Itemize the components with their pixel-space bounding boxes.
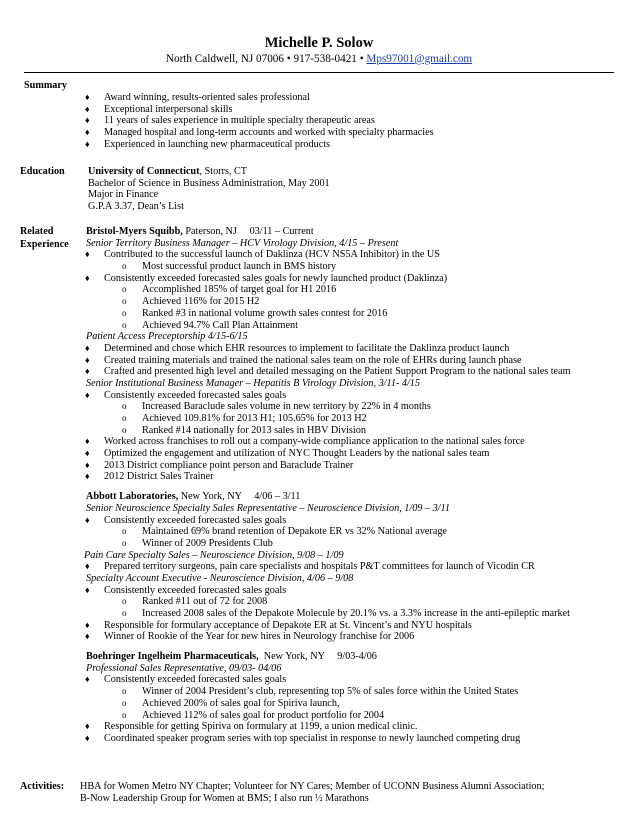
experience-block [84, 226, 629, 745]
circle-bullet-icon: o [122, 608, 127, 618]
job-title: Specialty Account Executive - Neuroscience Division, 4/06 – 9/08 [86, 572, 354, 584]
circle-bullet-icon: o [122, 596, 127, 607]
employer-line-bms: Bristol-Myers Squibb, Paterson, NJ 03/11 – Current [86, 226, 314, 237]
contact-line [0, 53, 638, 66]
sub-list-item: o Achieved 200% of sales goal for Spiriva launch, [122, 697, 340, 709]
candidate-name: Michelle P. Solow [264, 35, 374, 51]
sub-list-item: o Increased Baraclude sales volume in new territory by 22% in 4 months [122, 401, 431, 413]
list-item: ♦ 11 years of sales experience in multiple specialty therapeutic areas [85, 115, 375, 127]
education-block [88, 166, 633, 213]
diamond-bullet-icon: ♦ [85, 514, 90, 525]
spacer [84, 483, 629, 491]
diamond-bullet-icon: ♦ [85, 448, 90, 459]
list-item: ♦ Responsible for formulary acceptance of Depakote ER at St. Vincent’s and NYU hospitals [85, 619, 472, 631]
education-label: Education [20, 166, 65, 177]
list-item: ♦ Consistently exceeded forecasted sales goals [85, 674, 287, 686]
job-title: Professional Sales Representative, 09/03- 04/06 [86, 662, 282, 674]
list-item: ♦ 2012 District Sales Trainer [85, 471, 214, 483]
circle-bullet-icon: o [122, 686, 127, 697]
diamond-bullet-icon: ♦ [85, 459, 90, 470]
gpa-line: G.P.A 3.37, Dean’s List [88, 201, 184, 213]
diamond-bullet-icon: ♦ [85, 674, 90, 685]
list-item: ♦ Coordinated speaker program series with top specialist in response to newly launched competing drug [85, 732, 521, 744]
sub-list-item: o Achieved 94.7% Call Plan Attainment [122, 319, 298, 331]
address: North Caldwell, NJ 07006 [165, 53, 284, 65]
job-title: Senior Neuroscience Specialty Sales Representative – Neuroscience Division, 1/09 – 3/11 [86, 502, 450, 514]
circle-bullet-icon: o [122, 307, 127, 318]
circle-bullet-icon: o [122, 413, 127, 423]
diamond-bullet-icon: ♦ [85, 103, 90, 114]
list-item: ♦ Managed hospital and long-term accounts and worked with specialty pharmacies [85, 127, 434, 139]
list-item: ♦ Contributed to the successful launch of Daklinza (HCV NS5A Inhibitor) in the US [85, 249, 440, 261]
employer-line-abbott: Abbott Laboratories, New York, NY 4/06 – 3/11 [86, 491, 301, 503]
circle-bullet-icon: o [122, 401, 127, 412]
diamond-bullet-icon: ♦ [85, 272, 90, 283]
circle-bullet-icon: o [122, 537, 127, 548]
header-divider [24, 72, 614, 73]
separator: • [283, 53, 294, 65]
diamond-bullet-icon: ♦ [85, 561, 90, 572]
list-item: ♦ Crafted and presented high level and detailed messaging on the Patient Support Program to the national sales team [85, 366, 571, 378]
school-line: University of Connecticut, Storrs, CT [88, 166, 248, 177]
sub-list-item: o Winner of 2009 Presidents Club [122, 537, 273, 549]
circle-bullet-icon: o [122, 319, 127, 330]
circle-bullet-icon: o [122, 697, 127, 708]
list-item: ♦ Responsible for getting Spiriva on formulary at 1199, a union medical clinic. [85, 721, 418, 733]
activities-block [80, 781, 625, 804]
degree-line: Bachelor of Science in Business Administration, May 2001 [88, 177, 330, 189]
diamond-bullet-icon: ♦ [85, 584, 90, 595]
diamond-bullet-icon: ♦ [85, 732, 90, 743]
list-item: ♦ Optimized the engagement and utilization of NYC Thought Leaders by the national sales team [85, 448, 490, 460]
activities-label: Activities: [20, 781, 65, 792]
list-item: ♦ Award winning, results-oriented sales professional [85, 92, 310, 103]
experience-label: Related Experience [20, 226, 69, 250]
diamond-bullet-icon: ♦ [85, 721, 90, 732]
diamond-bullet-icon: ♦ [85, 342, 90, 353]
separator: • [356, 53, 367, 65]
diamond-bullet-icon: ♦ [85, 366, 90, 377]
sub-list-item: o Achieved 109.81% for 2013 H1; 105.65% for 2013 H2 [122, 413, 367, 424]
diamond-bullet-icon: ♦ [85, 138, 90, 149]
list-item: ♦ Winner of Rookie of the Year for new hires in Neurology franchise for 2006 [85, 631, 415, 643]
list-item: ♦ Consistently exceeded forecasted sales goals [85, 389, 287, 401]
diamond-bullet-icon: ♦ [85, 127, 90, 138]
activities-line: B-Now Leadership Group for Women at BMS; I also run ½ Marathons [80, 792, 369, 804]
diamond-bullet-icon: ♦ [85, 92, 90, 102]
circle-bullet-icon: o [122, 261, 127, 272]
job-title: Senior Territory Business Manager – HCV Virology Division, 4/15 – Present [86, 237, 399, 249]
email-link[interactable]: Mps97001@gmail.com [366, 53, 473, 65]
diamond-bullet-icon: ♦ [85, 436, 90, 447]
circle-bullet-icon: o [122, 424, 127, 435]
list-item: ♦ Created training materials and trained the national sales team on the role of EHRs during launch phase [85, 354, 522, 366]
sub-list-item: o Achieved 112% of sales goal for product portfolio for 2004 [122, 709, 385, 721]
circle-bullet-icon: o [122, 709, 127, 720]
spacer [84, 643, 629, 651]
circle-bullet-icon: o [122, 296, 127, 307]
summary-list [84, 92, 629, 150]
summary-label: Summary [24, 80, 68, 91]
circle-bullet-icon: o [122, 284, 127, 295]
diamond-bullet-icon: ♦ [85, 115, 90, 126]
major-line: Major in Finance [88, 189, 159, 201]
diamond-bullet-icon: ♦ [85, 471, 90, 482]
diamond-bullet-icon: ♦ [85, 249, 90, 260]
sub-list-item: o Ranked #3 in national volume growth sales contest for 2016 [122, 307, 388, 319]
diamond-bullet-icon: ♦ [85, 619, 90, 630]
list-item: ♦ Experienced in launching new pharmaceutical products [85, 138, 331, 150]
sub-list-item: o Ranked #11 out of 72 for 2008 [122, 596, 268, 608]
employer-line-boehringer: Boehringer Ingelheim Pharmaceuticals, New York, NY 9/03-4/06 [86, 651, 377, 663]
sub-list-item: o Achieved 116% for 2015 H2 [122, 296, 260, 308]
job-title: Pain Care Specialty Sales – Neuroscience Division, 9/08 – 1/09 [84, 549, 344, 561]
diamond-bullet-icon: ♦ [85, 389, 90, 400]
list-item: ♦ Worked across franchises to roll out a company-wide compliance application to the national sales force [85, 436, 525, 448]
diamond-bullet-icon: ♦ [85, 354, 90, 365]
list-item: ♦ Consistently exceeded forecasted sales goals for newly launched product (Daklinza) [85, 272, 448, 284]
activities-line: HBA for Women Metro NY Chapter; Volunteer for NY Cares; Member of UCONN Business Alumni Association; [80, 781, 545, 792]
diamond-bullet-icon: ♦ [85, 631, 90, 642]
sub-list-item: o Accomplished 185% of target goal for H1 2016 [122, 284, 337, 296]
list-item: ♦ Exceptional interpersonal skills [85, 103, 233, 115]
school-name: University of Connecticut [88, 166, 200, 177]
list-item: ♦ Consistently exceeded forecasted sales goals [85, 514, 287, 526]
sub-list-item: o Increased 2008 sales of the Depakote Molecule by 20.1% vs. a 3.3% increase in the anti-epileptic market [122, 608, 571, 619]
list-item: ♦ Prepared territory surgeons, pain care specialists and hospitals P&T committees for launch of Vicodin CR [85, 561, 535, 573]
sub-list-item: o Most successful product launch in BMS history [122, 261, 337, 273]
sub-list-item: o Maintained 69% brand retention of Depakote ER vs 32% National average [122, 526, 447, 538]
sub-list-item: o Winner of 2004 President’s club, representing top 5% of sales force within the United States [122, 686, 519, 698]
phone: 917-538-0421 [293, 53, 357, 65]
sub-list-item: o Ranked #14 nationally for 2013 sales in HBV Division [122, 424, 366, 436]
list-item: ♦ 2013 District compliance point person and Baraclude Trainer [85, 459, 354, 471]
list-item: ♦ Determined and chose which EHR resources to implement to facilitate the Daklinza product launch [85, 342, 510, 354]
job-title: Senior Institutional Business Manager – Hepatitis B Virology Division, 3/11- 4/15 [86, 377, 420, 389]
job-title: Patient Access Preceptorship 4/15-6/15 [86, 331, 248, 343]
list-item: ♦ Consistently exceeded forecasted sales goals [85, 584, 287, 596]
circle-bullet-icon: o [122, 526, 127, 537]
